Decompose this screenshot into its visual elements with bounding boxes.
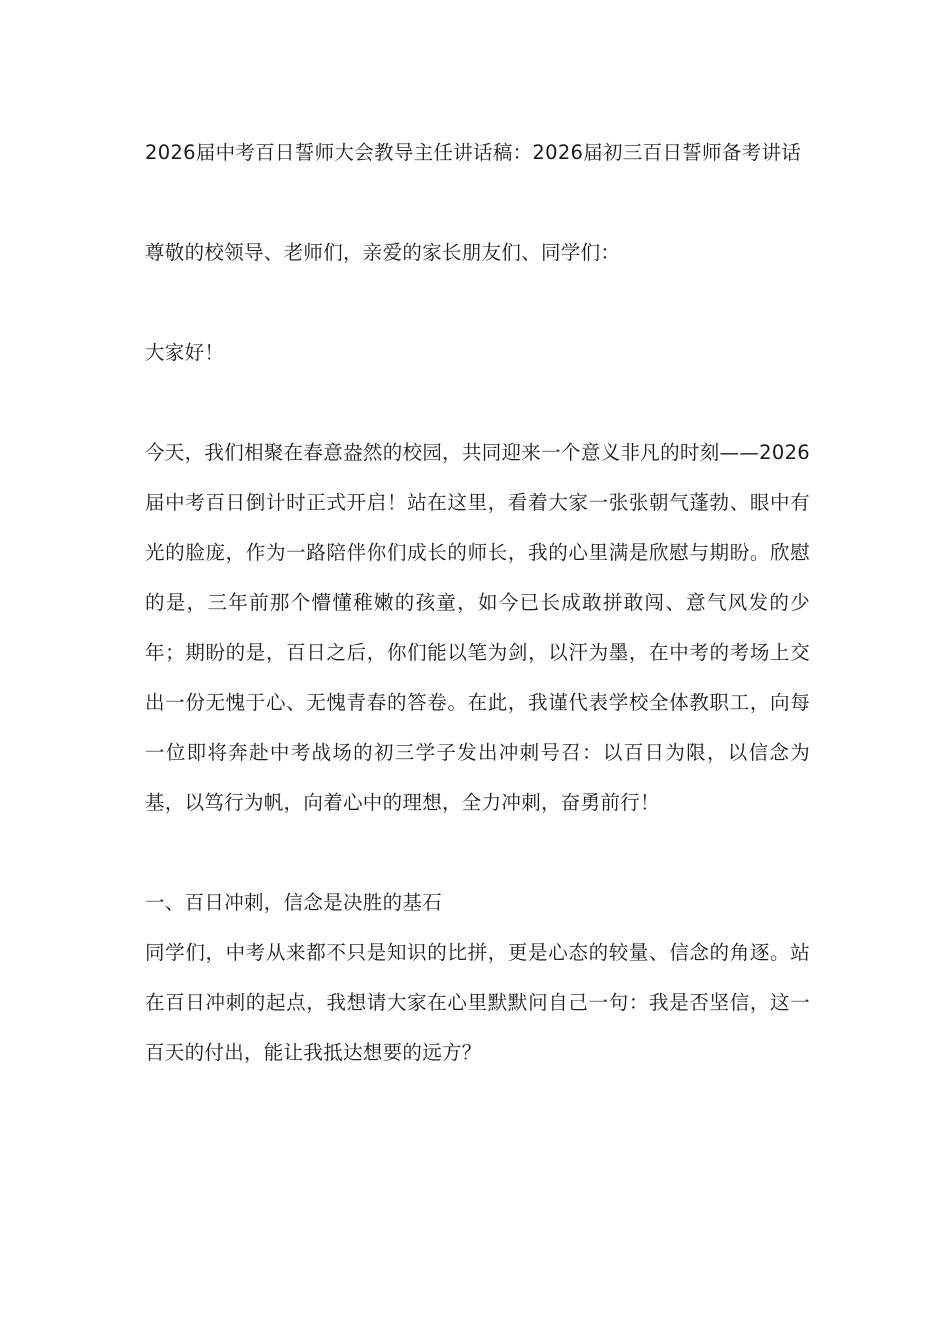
salutation: 尊敬的校领导、老师们，亲爱的家长朋友们、同学们： — [145, 241, 621, 264]
document-title: 2026届中考百日誓师大会教导主任讲话稿：2026届初三百日誓师备考讲话 — [145, 141, 802, 164]
section-paragraph: 同学们，中考从来都不只是知识的比拼，更是心态的较量、信念的角逐。站在百日冲刺的起点，我想请大家在心里默默问自己一句：我是否坚信，这一百天的付出，能让我抵达想要的远方？ — [145, 941, 810, 1064]
greeting: 大家好！ — [145, 341, 225, 364]
section-heading: 一、百日冲刺，信念是决胜的基石 — [145, 891, 443, 914]
intro-paragraph: 今天，我们相聚在春意盎然的校园，共同迎来一个意义非凡的时刻——2026届中考百日倒计时正式开启！站在这里，看着大家一张张朝气蓬勃、眼中有光的脸庞，作为一路陪伴你们成长的师长，我的心里满是欣慰与期盼。欣慰的是，三年前那个懵懂稚嫩的孩童，如今已长成敢拼敢闯、意气风发的少年；期盼的是，百日之后，你们能以笔为剑，以汗为墨，在中考的考场上交出一份无愧于心、无愧青春的答卷。在此，我谨代表学校全体教职工，向每一位即将奔赴中考战场的初三学子发出冲刺号召：以百日为限，以信念为基，以笃行为帆，向着心中的理想，全力冲刺，奋勇前行！ — [145, 441, 810, 814]
document-body — [145, 128, 810, 1078]
